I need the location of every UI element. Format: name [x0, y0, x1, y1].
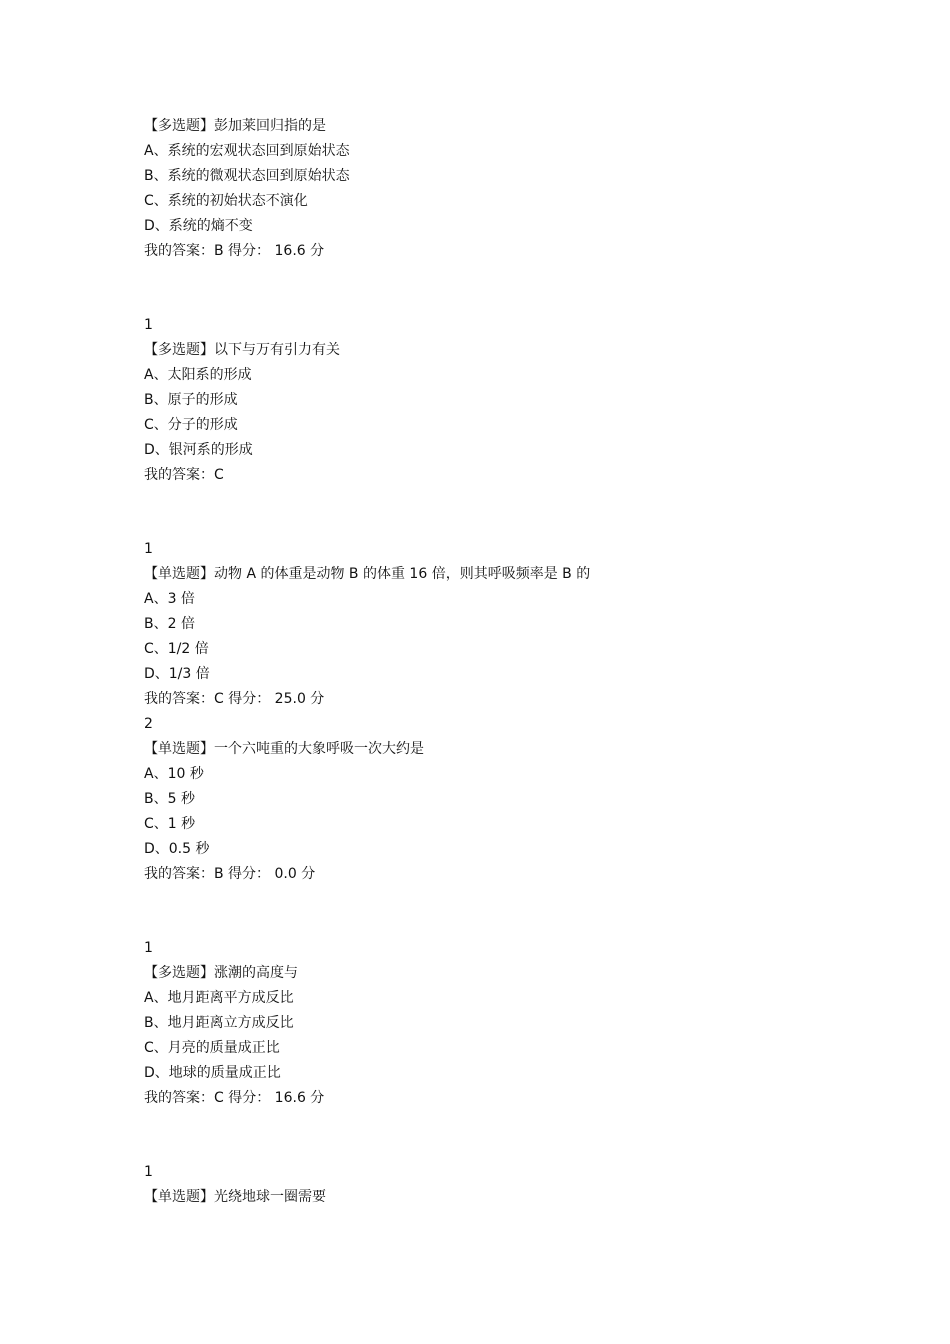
option-b: B、原子的形成: [144, 392, 238, 408]
question-stem: 【单选题】光绕地球一圈需要: [144, 1189, 326, 1205]
question-block: [144, 712, 844, 887]
my-answer: 我的答案：C 得分： 16.6 分: [144, 1090, 325, 1106]
question-block: [144, 537, 844, 712]
my-answer: 我的答案：C: [144, 467, 224, 483]
question-number: 1: [144, 940, 153, 956]
option-a: A、10 秒: [144, 766, 204, 782]
my-answer: 我的答案：B 得分： 16.6 分: [144, 243, 325, 259]
option-c: C、月亮的质量成正比: [144, 1040, 280, 1056]
question-block: [144, 313, 844, 488]
question-stem: 【单选题】动物 A 的体重是动物 B 的体重 16 倍，则其呼吸频率是 B 的: [144, 566, 591, 582]
option-a: A、3 倍: [144, 591, 195, 607]
option-b: B、系统的微观状态回到原始状态: [144, 168, 350, 184]
question-stem: 【多选题】彭加莱回归指的是: [144, 118, 326, 134]
my-answer: 我的答案：B 得分： 0.0 分: [144, 866, 316, 882]
question-number: 1: [144, 317, 153, 333]
question-stem: 【多选题】以下与万有引力有关: [144, 342, 340, 358]
option-c: C、系统的初始状态不演化: [144, 193, 308, 209]
question-number: 1: [144, 541, 153, 557]
option-d: D、银河系的形成: [144, 442, 253, 458]
question-stem: 【多选题】涨潮的高度与: [144, 965, 298, 981]
option-d: D、系统的熵不变: [144, 218, 253, 234]
option-c: C、1 秒: [144, 816, 196, 832]
option-b: B、5 秒: [144, 791, 195, 807]
option-d: D、1/3 倍: [144, 666, 210, 682]
question-block: [144, 114, 844, 264]
question-stem: 【单选题】一个六吨重的大象呼吸一次大约是: [144, 741, 424, 757]
question-number: 2: [144, 716, 153, 732]
option-c: C、分子的形成: [144, 417, 238, 433]
option-a: A、太阳系的形成: [144, 367, 252, 383]
option-a: A、地月距离平方成反比: [144, 990, 294, 1006]
option-b: B、2 倍: [144, 616, 195, 632]
document-page: [144, 114, 844, 1210]
option-a: A、系统的宏观状态回到原始状态: [144, 143, 350, 159]
question-block: [144, 936, 844, 1111]
option-c: C、1/2 倍: [144, 641, 209, 657]
question-number: 1: [144, 1164, 153, 1180]
option-d: D、0.5 秒: [144, 841, 210, 857]
my-answer: 我的答案：C 得分： 25.0 分: [144, 691, 325, 707]
question-block: [144, 1160, 844, 1210]
option-b: B、地月距离立方成反比: [144, 1015, 294, 1031]
option-d: D、地球的质量成正比: [144, 1065, 281, 1081]
